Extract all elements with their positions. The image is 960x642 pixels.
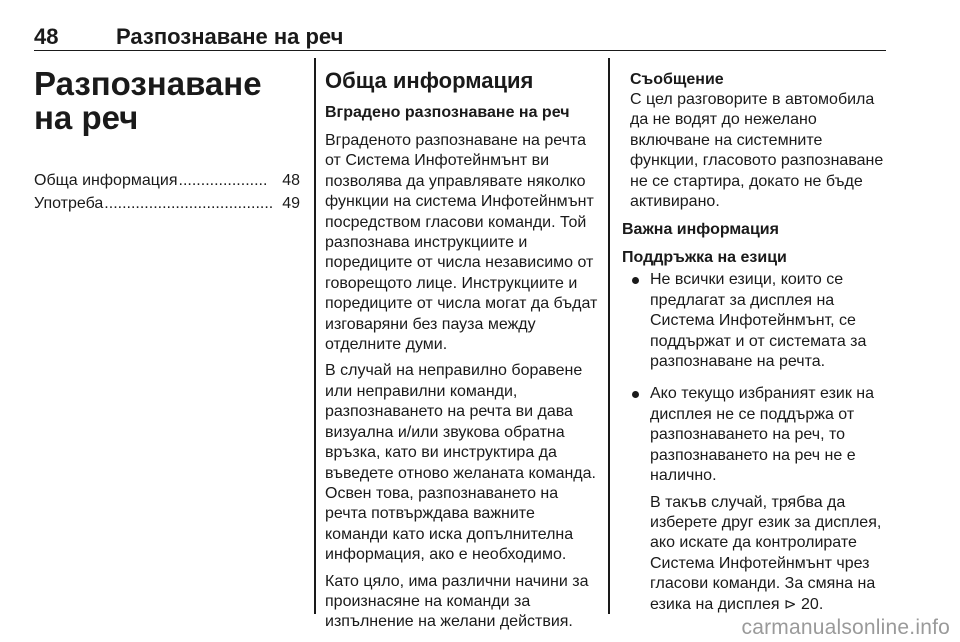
- column-divider-left: [314, 58, 316, 614]
- chapter-column: [34, 58, 300, 215]
- notice-box: [622, 70, 890, 212]
- toc-entry-usage[interactable]: [34, 192, 300, 215]
- table-of-contents: [34, 169, 300, 215]
- bullet-dot-icon: [632, 391, 639, 398]
- general-info-column: [325, 58, 601, 639]
- toc-entry-page: 48: [282, 172, 300, 189]
- list-item-text: Не всички езици, които се предлагат за дисплея на Система Инфотейнмънт, се поддържат и от системата за разпознаване на речта.: [650, 271, 867, 371]
- notice-column: [622, 58, 890, 615]
- running-title: Разпознаване на реч: [116, 24, 344, 49]
- toc-entry-label: Употреба: [34, 195, 104, 212]
- notice-text: С цел разговорите в автомобила да не водят до нежелано включване на системните функции, гласовото разпознаване не се стартира, докато не бъде активирано.: [630, 91, 884, 211]
- chapter-title: Разпознаване на реч: [34, 65, 262, 136]
- reference-page-number[interactable]: 20.: [801, 595, 824, 613]
- important-info-title: Важна информация: [622, 221, 779, 239]
- section-title: Обща информация: [325, 68, 534, 93]
- toc-leader-dots: ....................: [178, 172, 268, 189]
- followup-paragraph: [622, 493, 890, 615]
- list-item-text: Ако текущо избраният език на дисплея не се поддържа от разпознаването на реч, то разпознаването на реч не е налично.: [650, 385, 875, 485]
- page-number: 48: [34, 24, 59, 49]
- list-item: [622, 384, 890, 486]
- language-support-list: [622, 270, 890, 486]
- toc-entry-label: Обща информация: [34, 172, 178, 189]
- body-paragraph: Като цяло, има различни начини за произнасяне на команди за изпълнение на желани действия.: [325, 572, 589, 631]
- notice-label: Съобщение: [630, 71, 724, 88]
- toc-entry-general-info[interactable]: [34, 169, 300, 192]
- followup-text: В такъв случай, трябва да изберете друг език за дисплея, ако искате да контролирате Система Инфотейнмънт чрез гласови команди. За смяна на езика на дисплея: [650, 493, 882, 613]
- subsection-title: Вградено разпознаване на реч: [325, 104, 570, 121]
- page-reference-arrow-icon[interactable]: ⊳: [783, 595, 797, 613]
- watermark: carmanualsonline.info: [741, 616, 950, 639]
- header-divider: [34, 50, 886, 51]
- page-header: [34, 24, 886, 50]
- body-paragraph: В случай на неправилно боравене или неправилни команди, разпознаването на речта ви дава визуална и/или звукова обратна връзка, като ви инструктира да въведете отново желаната команда. Освен това, разпознаването на речта потвърждава важните команди като иска допълнителна информация, ако е необходимо.: [325, 362, 596, 564]
- body-paragraph: Вграденото разпознаване на речта от Система Инфотейнмънт ви позволява да управлявате няколко функции на система Инфотейнмънт посредством гласови команди. Той разпознава инструкциите и поредиците от числа независимо от говорещото лице. Инструкциите и поредиците от числа могат да бъдат изговаряни без пауза между отделните думи.: [325, 132, 598, 354]
- toc-entry-page: 49: [282, 195, 300, 212]
- bullet-dot-icon: [632, 277, 639, 284]
- list-item: [622, 270, 890, 372]
- column-divider-right: [608, 58, 610, 614]
- language-support-title: Поддръжка на езици: [622, 249, 787, 267]
- toc-leader-dots: ......................................: [104, 195, 274, 212]
